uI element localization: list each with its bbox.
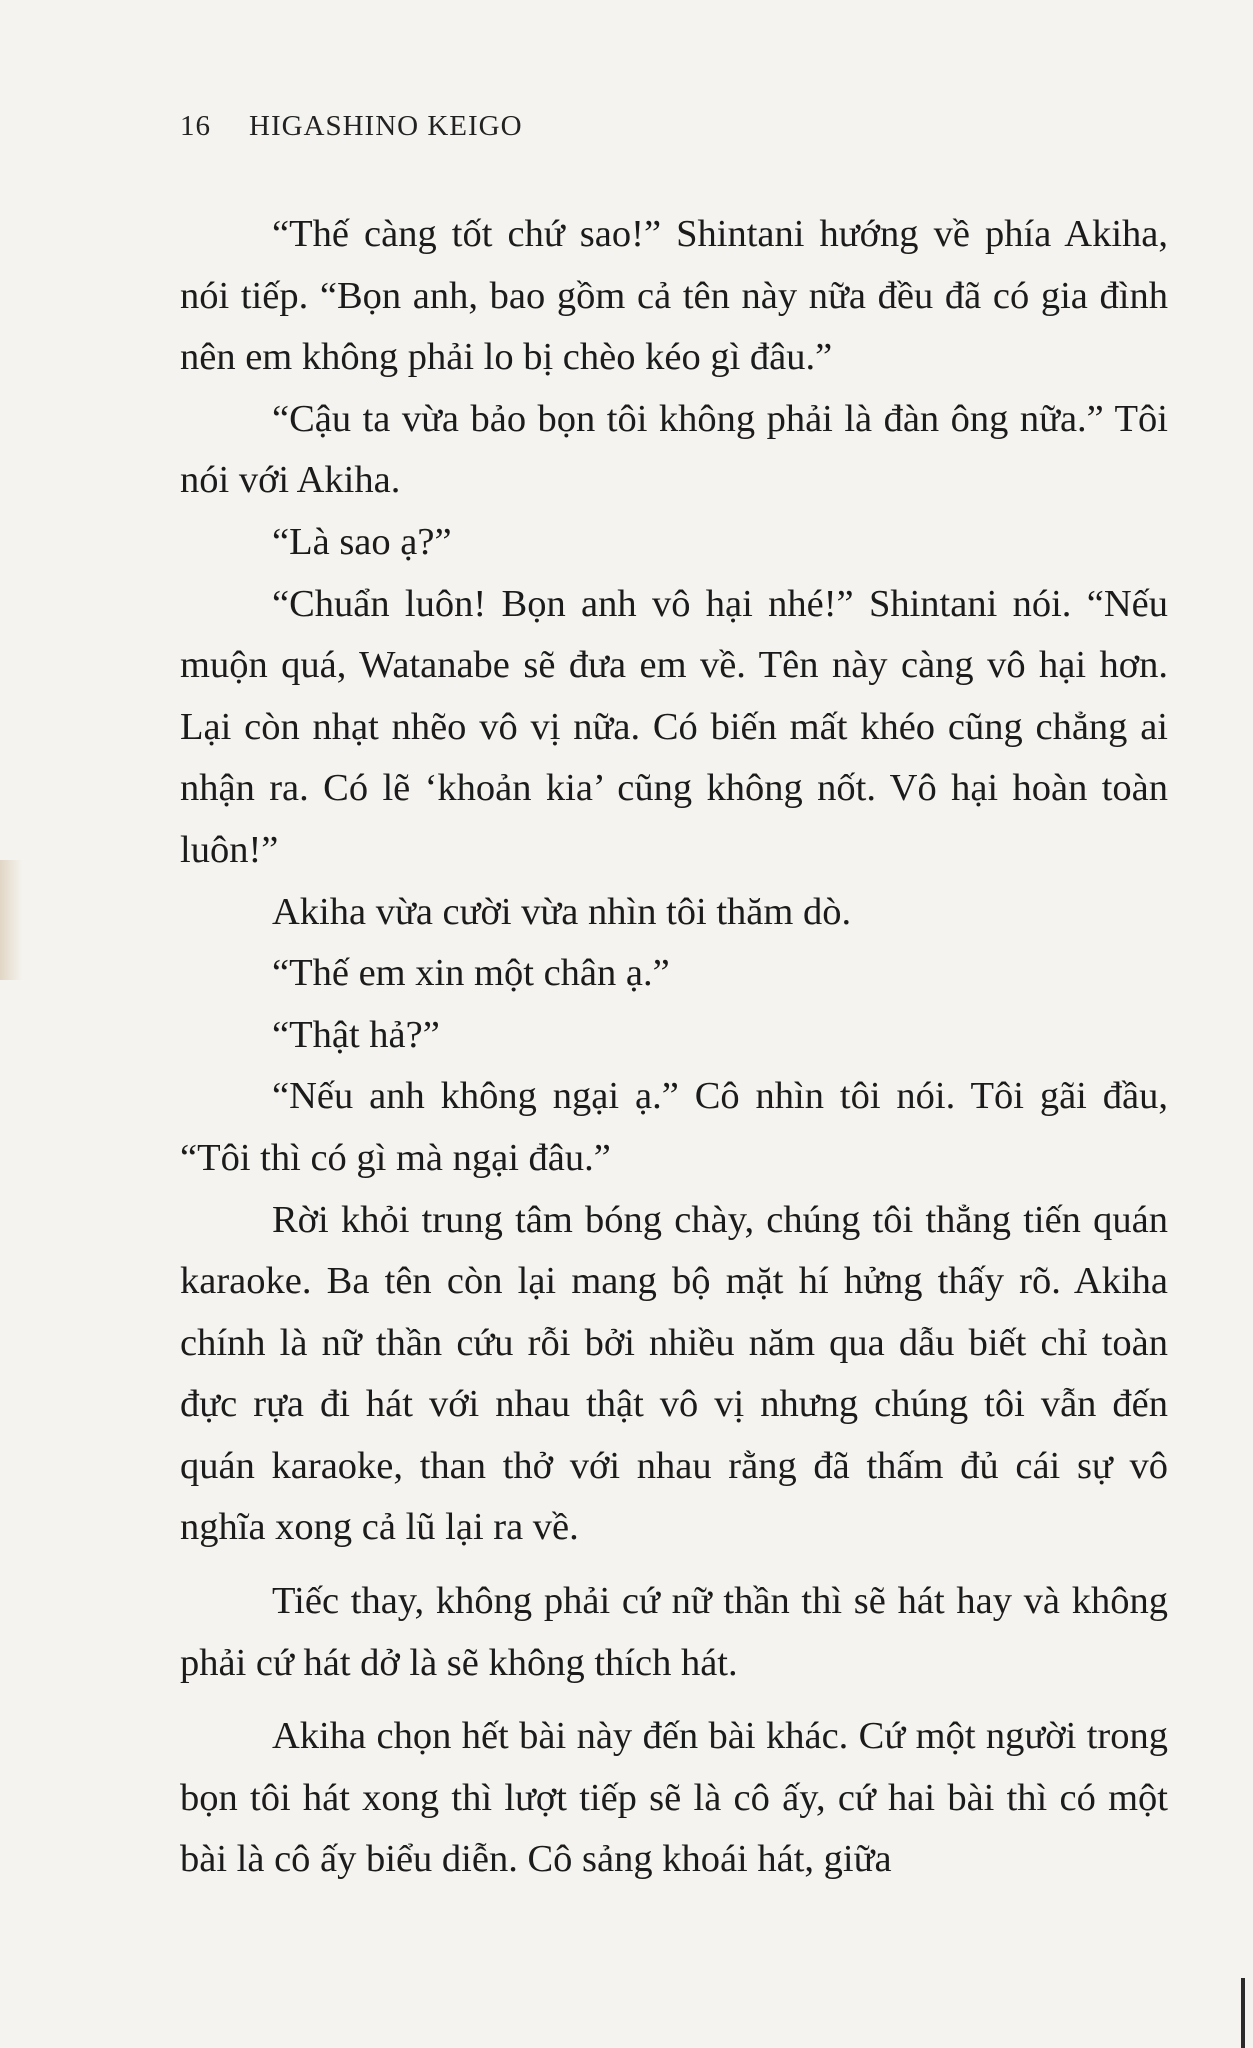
paragraph: “Là sao ạ?” [272,520,452,563]
paragraph: “Thật hả?” [272,1013,440,1056]
paragraph: Tiếc thay, không phải cứ nữ thần thì sẽ hát hay và không phải cứ hát dở là sẽ không thích hát. [180,1580,1168,1684]
paragraph: Akiha vừa cười vừa nhìn tôi thăm dò. [272,890,852,933]
paragraph: “Thế em xin một chân ạ.” [272,952,670,995]
page-edge-shadow [0,860,22,980]
paragraph: Rời khỏi trung tâm bóng chày, chúng tôi thẳng tiến quán karaoke. Ba tên còn lại mang bộ mặt hí hửng thấy rõ. Akiha chính là nữ thần cứu rỗi bởi nhiều năm qua dẫu biết chỉ toàn đực rựa đi hát với nhau thật vô vị nhưng chúng tôi vẫn đến quán karaoke, than thở với nhau rằng đã thấm đủ cái sự vô nghĩa xong cả lũ lại ra về. [180,1198,1168,1549]
page-corner-mark [1241,1978,1245,2048]
paragraph: “Nếu anh không ngại ạ.” Cô nhìn tôi nói. Tôi gãi đầu, “Tôi thì có gì mà ngại đâu.” [180,1075,1168,1179]
body-text [180,204,1168,1891]
paragraph: “Thế càng tốt chứ sao!” Shintani hướng về phía Akiha, nói tiếp. “Bọn anh, bao gồm cả tên này nữa đều đã có gia đình nên em không phải lo bị chèo kéo gì đâu.” [180,213,1168,379]
author-name: HIGASHINO KEIGO [249,110,523,142]
page-number: 16 [180,110,211,142]
running-header [180,110,523,143]
paragraph: “Cậu ta vừa bảo bọn tôi không phải là đàn ông nữa.” Tôi nói với Akiha. [180,397,1168,502]
paragraph: “Chuẩn luôn! Bọn anh vô hại nhé!” Shintani nói. “Nếu muộn quá, Watanabe sẽ đưa em về. Tên này càng vô hại hơn. Lại còn nhạt nhẽo vô vị nữa. Có biến mất khéo cũng chẳng ai nhận ra. Có lẽ ‘khoản kia’ cũng không nốt. Vô hại hoàn toàn luôn!” [180,582,1168,871]
paragraph: Akiha chọn hết bài này đến bài khác. Cứ một người trong bọn tôi hát xong thì lượt tiếp sẽ là cô ấy, cứ hai bài thì có một bài là cô ấy biểu diễn. Cô sảng khoái hát, giữa [180,1715,1168,1881]
